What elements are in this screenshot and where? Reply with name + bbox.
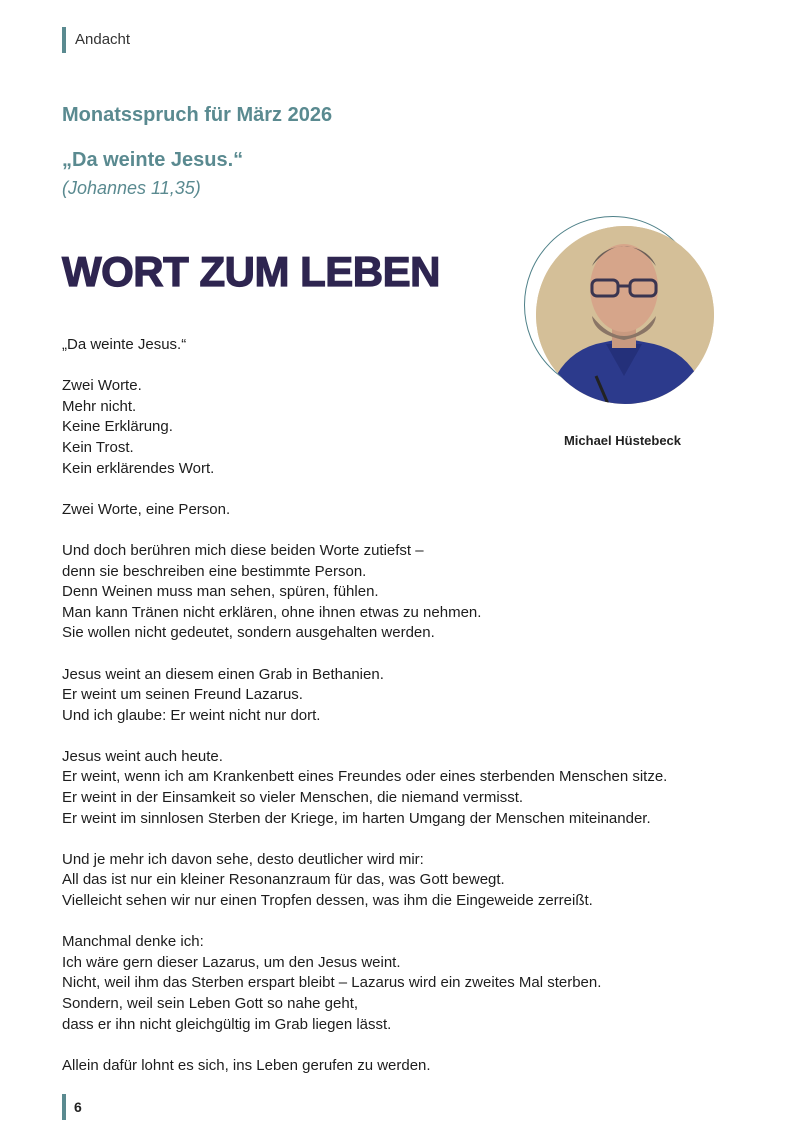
author-name: Michael Hüstebeck <box>563 433 682 448</box>
text-line: Sondern, weil sein Leben Gott so nahe geht, <box>62 995 359 1012</box>
paragraph <box>62 747 722 829</box>
text-line: Er weint im sinnlosen Sterben der Kriege, im harten Umgang der Menschen miteinander. <box>62 809 651 827</box>
verse-reference: (Johannes 11,35) <box>62 178 201 198</box>
text-line: Kein Trost. <box>62 438 134 456</box>
article-body <box>62 335 722 1097</box>
paragraph <box>62 541 722 644</box>
footer-marker <box>62 1094 66 1120</box>
text-line: Zwei Worte, eine Person. <box>62 500 231 518</box>
text-line: Man kann Tränen nicht erklären, ohne ihnen etwas zu nehmen. <box>62 603 482 621</box>
text-line: Er weint, wenn ich am Krankenbett eines Freundes oder eines sterbenden Menschen sitze. <box>62 768 668 786</box>
text-line: All das ist nur ein kleiner Resonanzraum für das, was Gott bewegt. <box>62 871 505 889</box>
text-line: Und je mehr ich davon sehe, desto deutlicher wird mir: <box>62 850 424 868</box>
paragraph <box>62 500 722 521</box>
text-line: Jesus weint auch heute. <box>62 747 223 765</box>
text-line: Und doch berühren mich diese beiden Worte zutiefst – <box>62 541 424 559</box>
text-line: Allein dafür lohnt es sich, ins Leben gerufen zu werden. <box>62 1056 431 1074</box>
text-line: Er weint um seinen Freund Lazarus. <box>62 686 303 704</box>
section-marker <box>62 27 66 53</box>
page-number: 6 <box>74 1099 82 1115</box>
section-label: Andacht <box>75 31 131 48</box>
text-line: Vielleicht sehen wir nur einen Tropfen dessen, was ihm die Eingeweide zerreißt. <box>62 892 593 910</box>
text-line: Jesus weint an diesem einen Grab in Bethanien. <box>62 665 384 683</box>
verse-quote: „Da weinte Jesus.“ <box>62 149 244 171</box>
text-line: Ich wäre gern dieser Lazarus, um den Jesus weint. <box>62 953 401 971</box>
text-line: Und ich glaube: Er weint nicht nur dort. <box>62 706 321 724</box>
text-line: Denn Weinen muss man sehen, spüren, fühlen. <box>62 583 379 601</box>
paragraph <box>62 376 722 479</box>
paragraph <box>62 335 722 356</box>
text-line: Mehr nicht. <box>62 397 137 415</box>
text-line: Er weint in der Einsamkeit so vieler Menschen, die niemand vermisst. <box>62 789 524 807</box>
paragraph <box>62 850 722 912</box>
text-line: Sie wollen nicht gedeutet, sondern ausgehalten werden. <box>62 624 435 642</box>
text-line: Zwei Worte. <box>62 377 142 395</box>
monthly-verse-heading: Monatsspruch für März 2026 <box>62 104 333 126</box>
paragraph <box>62 665 722 727</box>
text-line: „Da weinte Jesus.“ <box>62 336 187 353</box>
text-line: dass er ihn nicht gleichgültig im Grab liegen lässt. <box>62 1015 392 1033</box>
text-line: denn sie beschreiben eine bestimmte Person. <box>62 562 367 580</box>
paragraph <box>62 932 722 1035</box>
text-line: Nicht, weil ihm das Sterben erspart bleibt – Lazarus wird ein zweites Mal sterben. <box>62 974 602 992</box>
text-line: Keine Erklärung. <box>62 418 173 436</box>
text-line: Manchmal denke ich: <box>62 933 204 951</box>
text-line: Kein erklärendes Wort. <box>62 459 215 477</box>
paragraph <box>62 1056 722 1077</box>
page-title: WORT ZUM LEBEN <box>62 248 440 295</box>
